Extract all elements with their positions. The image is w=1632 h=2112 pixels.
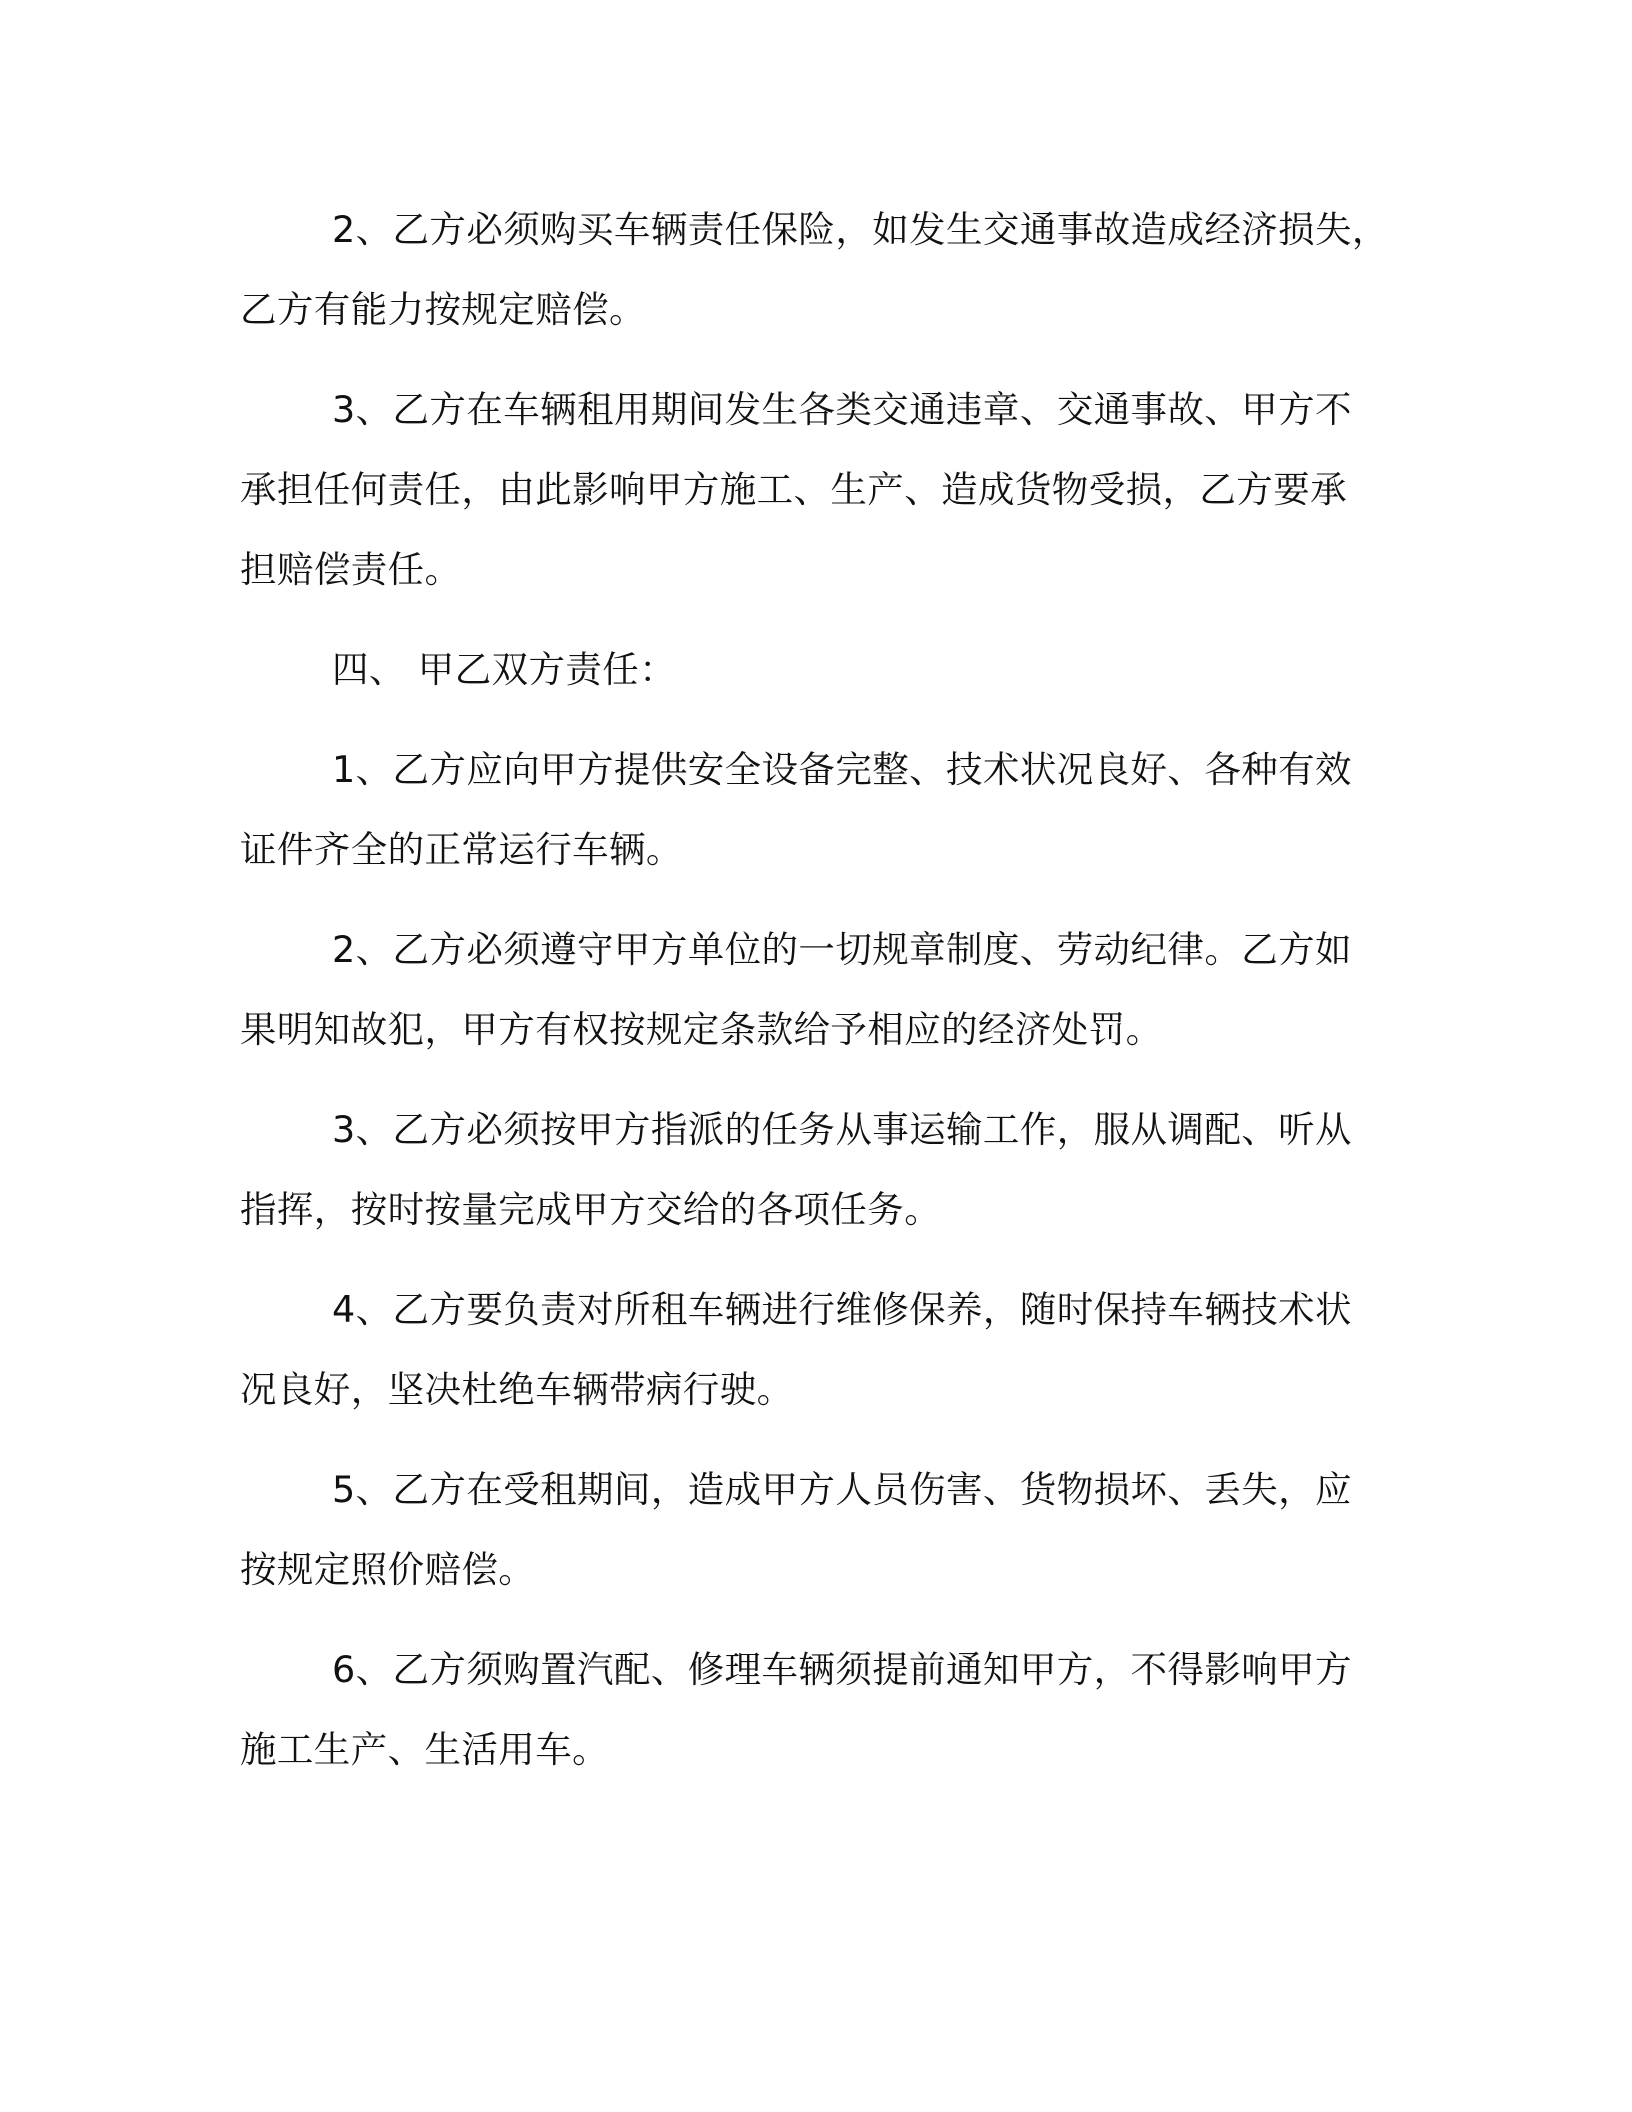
clause-1-vehicle-condition [240, 730, 1392, 890]
clause-2-rules [240, 910, 1392, 1070]
document-body [240, 190, 1392, 1810]
text-line: 按规定照价赔偿。 [240, 1548, 536, 1591]
text-line: 3、乙方在车辆租用期间发生各类交通违章、交通事故、甲方不 [332, 388, 1352, 431]
text-line: 指挥，按时按量完成甲方交给的各项任务。 [240, 1188, 942, 1231]
clause-3-assignments [240, 1090, 1392, 1250]
clause-5-damages [240, 1450, 1392, 1610]
text-line: 承担任何责任，由此影响甲方施工、生产、造成货物受损，乙方要承 [240, 468, 1347, 511]
section-title: 四、 甲乙双方责任： [332, 648, 677, 691]
text-line: 3、乙方必须按甲方指派的任务从事运输工作，服从调配、听从 [332, 1108, 1352, 1151]
text-line: 况良好，坚决杜绝车辆带病行驶。 [240, 1368, 794, 1411]
text-line: 6、乙方须购置汽配、修理车辆须提前通知甲方，不得影响甲方 [332, 1648, 1352, 1691]
section-heading-4 [240, 630, 1392, 710]
clause-6-repairs [240, 1630, 1392, 1790]
text-line: 1、乙方应向甲方提供安全设备完整、技术状况良好、各种有效 [332, 748, 1352, 791]
clause-4-maintenance [240, 1270, 1392, 1430]
text-line: 2、乙方必须购买车辆责任保险，如发生交通事故造成经济损失， [332, 208, 1389, 251]
text-line: 乙方有能力按规定赔偿。 [240, 288, 646, 331]
clause-2-insurance [240, 190, 1392, 350]
text-line: 4、乙方要负责对所租车辆进行维修保养，随时保持车辆技术状 [332, 1288, 1352, 1331]
clause-3-traffic-liability [240, 370, 1392, 610]
text-line: 果明知故犯，甲方有权按规定条款给予相应的经济处罚。 [240, 1008, 1163, 1051]
text-line: 2、乙方必须遵守甲方单位的一切规章制度、劳动纪律。乙方如 [332, 928, 1352, 971]
text-line: 施工生产、生活用车。 [240, 1728, 609, 1771]
text-line: 5、乙方在受租期间，造成甲方人员伤害、货物损坏、丢失，应 [332, 1468, 1352, 1511]
text-line: 证件齐全的正常运行车辆。 [240, 828, 683, 871]
text-line: 担赔偿责任。 [240, 548, 462, 591]
